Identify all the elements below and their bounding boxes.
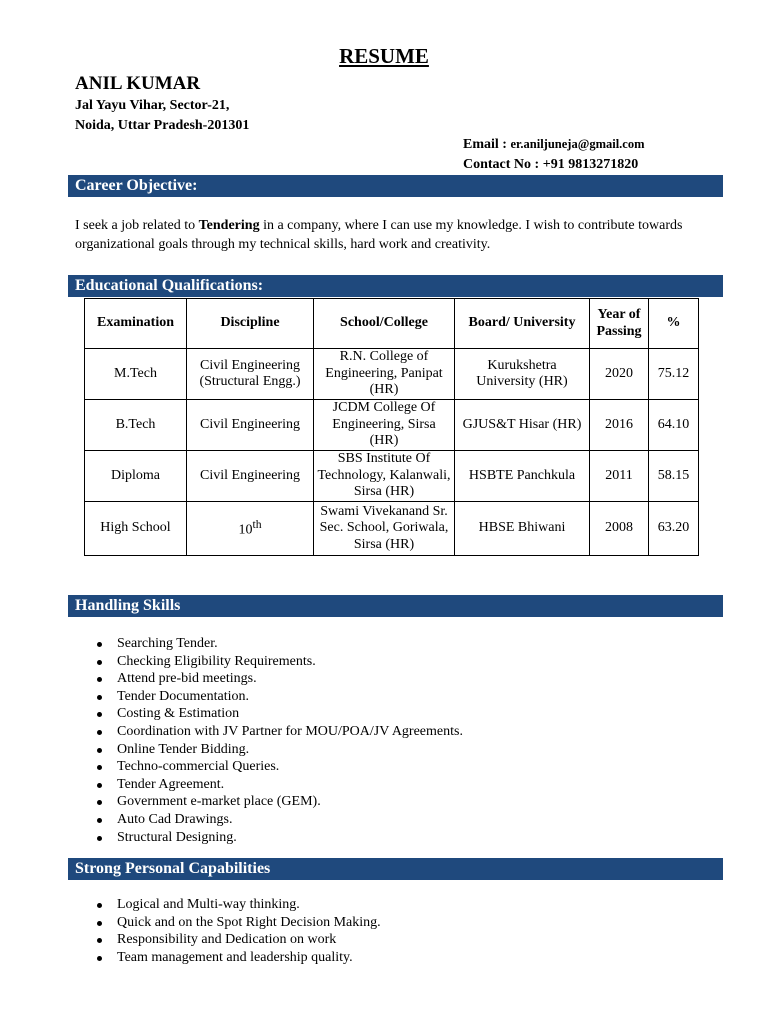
header-board: Board/ University: [455, 299, 590, 349]
table-header-row: [85, 299, 699, 349]
candidate-name: ANIL KUMAR: [75, 73, 201, 94]
email-value: er.aniljuneja@gmail.com: [510, 137, 645, 151]
list-item: Costing & Estimation: [75, 705, 463, 723]
cell-board: HSBTE Panchkula: [455, 451, 590, 502]
contact-line: [463, 157, 638, 173]
cell-discipline: Civil Engineering: [187, 451, 314, 502]
list-item: Responsibility and Dedication on work: [75, 931, 381, 949]
header-percent: %: [649, 299, 699, 349]
cell-percent: 63.20: [649, 502, 699, 556]
list-item: Searching Tender.: [75, 635, 463, 653]
discipline-base: 10: [238, 523, 253, 539]
discipline-superscript: th: [252, 518, 262, 532]
cell-discipline: Civil Engineering (Structural Engg.): [187, 349, 314, 400]
list-item: Attend pre-bid meetings.: [75, 670, 463, 688]
cell-year: 2020: [590, 349, 649, 400]
table-row: [85, 502, 699, 556]
career-text-after: in a company, where I can use my knowledge. I wish to contribute towards organizational goals through my technical skills, hard work and creativity.: [75, 218, 683, 252]
cell-exam: Diploma: [85, 451, 187, 502]
header-year: Year of Passing: [590, 299, 649, 349]
list-item: Auto Cad Drawings.: [75, 811, 463, 829]
section-header-career: Career Objective:: [68, 175, 723, 197]
section-header-education: Educational Qualifications:: [68, 275, 723, 297]
cell-year: 2011: [590, 451, 649, 502]
contact-value: +91 9813271820: [542, 157, 639, 172]
capabilities-list: [75, 896, 381, 966]
cell-board: GJUS&T Hisar (HR): [455, 400, 590, 451]
section-header-capabilities: Strong Personal Capabilities: [68, 858, 723, 880]
cell-school: Swami Vivekanand Sr. Sec. School, Goriwala, Sirsa (HR): [314, 502, 455, 556]
cell-exam: B.Tech: [85, 400, 187, 451]
cell-exam: High School: [85, 502, 187, 556]
cell-school: R.N. College of Engineering, Panipat (HR): [314, 349, 455, 400]
header-examination: Examination: [85, 299, 187, 349]
list-item: Tender Agreement.: [75, 776, 463, 794]
list-item: Team management and leadership quality.: [75, 949, 381, 967]
list-item: Techno-commercial Queries.: [75, 758, 463, 776]
resume-title: RESUME: [339, 44, 429, 68]
cell-percent: 75.12: [649, 349, 699, 400]
cell-exam: M.Tech: [85, 349, 187, 400]
education-table: [84, 298, 699, 556]
list-item: Structural Designing.: [75, 829, 463, 847]
career-text-bold: Tendering: [198, 218, 260, 233]
cell-percent: 64.10: [649, 400, 699, 451]
table-row: [85, 349, 699, 400]
list-item: Logical and Multi-way thinking.: [75, 896, 381, 914]
list-item: Online Tender Bidding.: [75, 741, 463, 759]
list-item: Tender Documentation.: [75, 688, 463, 706]
list-item: Government e-market place (GEM).: [75, 793, 463, 811]
table-row: [85, 451, 699, 502]
cell-percent: 58.15: [649, 451, 699, 502]
header-school: School/College: [314, 299, 455, 349]
list-item: Checking Eligibility Requirements.: [75, 653, 463, 671]
list-item: Quick and on the Spot Right Decision Making.: [75, 914, 381, 932]
career-text-before: I seek a job related to: [75, 218, 199, 233]
cell-board: Kurukshetra University (HR): [455, 349, 590, 400]
address-line-2: Noida, Uttar Pradesh-201301: [75, 118, 250, 133]
email-label: Email :: [463, 137, 507, 152]
cell-school: JCDM College Of Engineering, Sirsa (HR): [314, 400, 455, 451]
header-discipline: Discipline: [187, 299, 314, 349]
table-row: [85, 400, 699, 451]
cell-school: SBS Institute Of Technology, Kalanwali, Sirsa (HR): [314, 451, 455, 502]
address-line-1: Jal Yayu Vihar, Sector-21,: [75, 98, 230, 113]
cell-discipline: Civil Engineering: [187, 400, 314, 451]
career-objective-text: [75, 216, 715, 254]
cell-year: 2008: [590, 502, 649, 556]
list-item: Coordination with JV Partner for MOU/POA/JV Agreements.: [75, 723, 463, 741]
cell-year: 2016: [590, 400, 649, 451]
section-header-skills: Handling Skills: [68, 595, 723, 617]
skills-list: [75, 635, 463, 846]
cell-board: HBSE Bhiwani: [455, 502, 590, 556]
contact-label: Contact No :: [463, 157, 540, 172]
cell-discipline: [187, 502, 314, 556]
email-line: [463, 137, 645, 153]
